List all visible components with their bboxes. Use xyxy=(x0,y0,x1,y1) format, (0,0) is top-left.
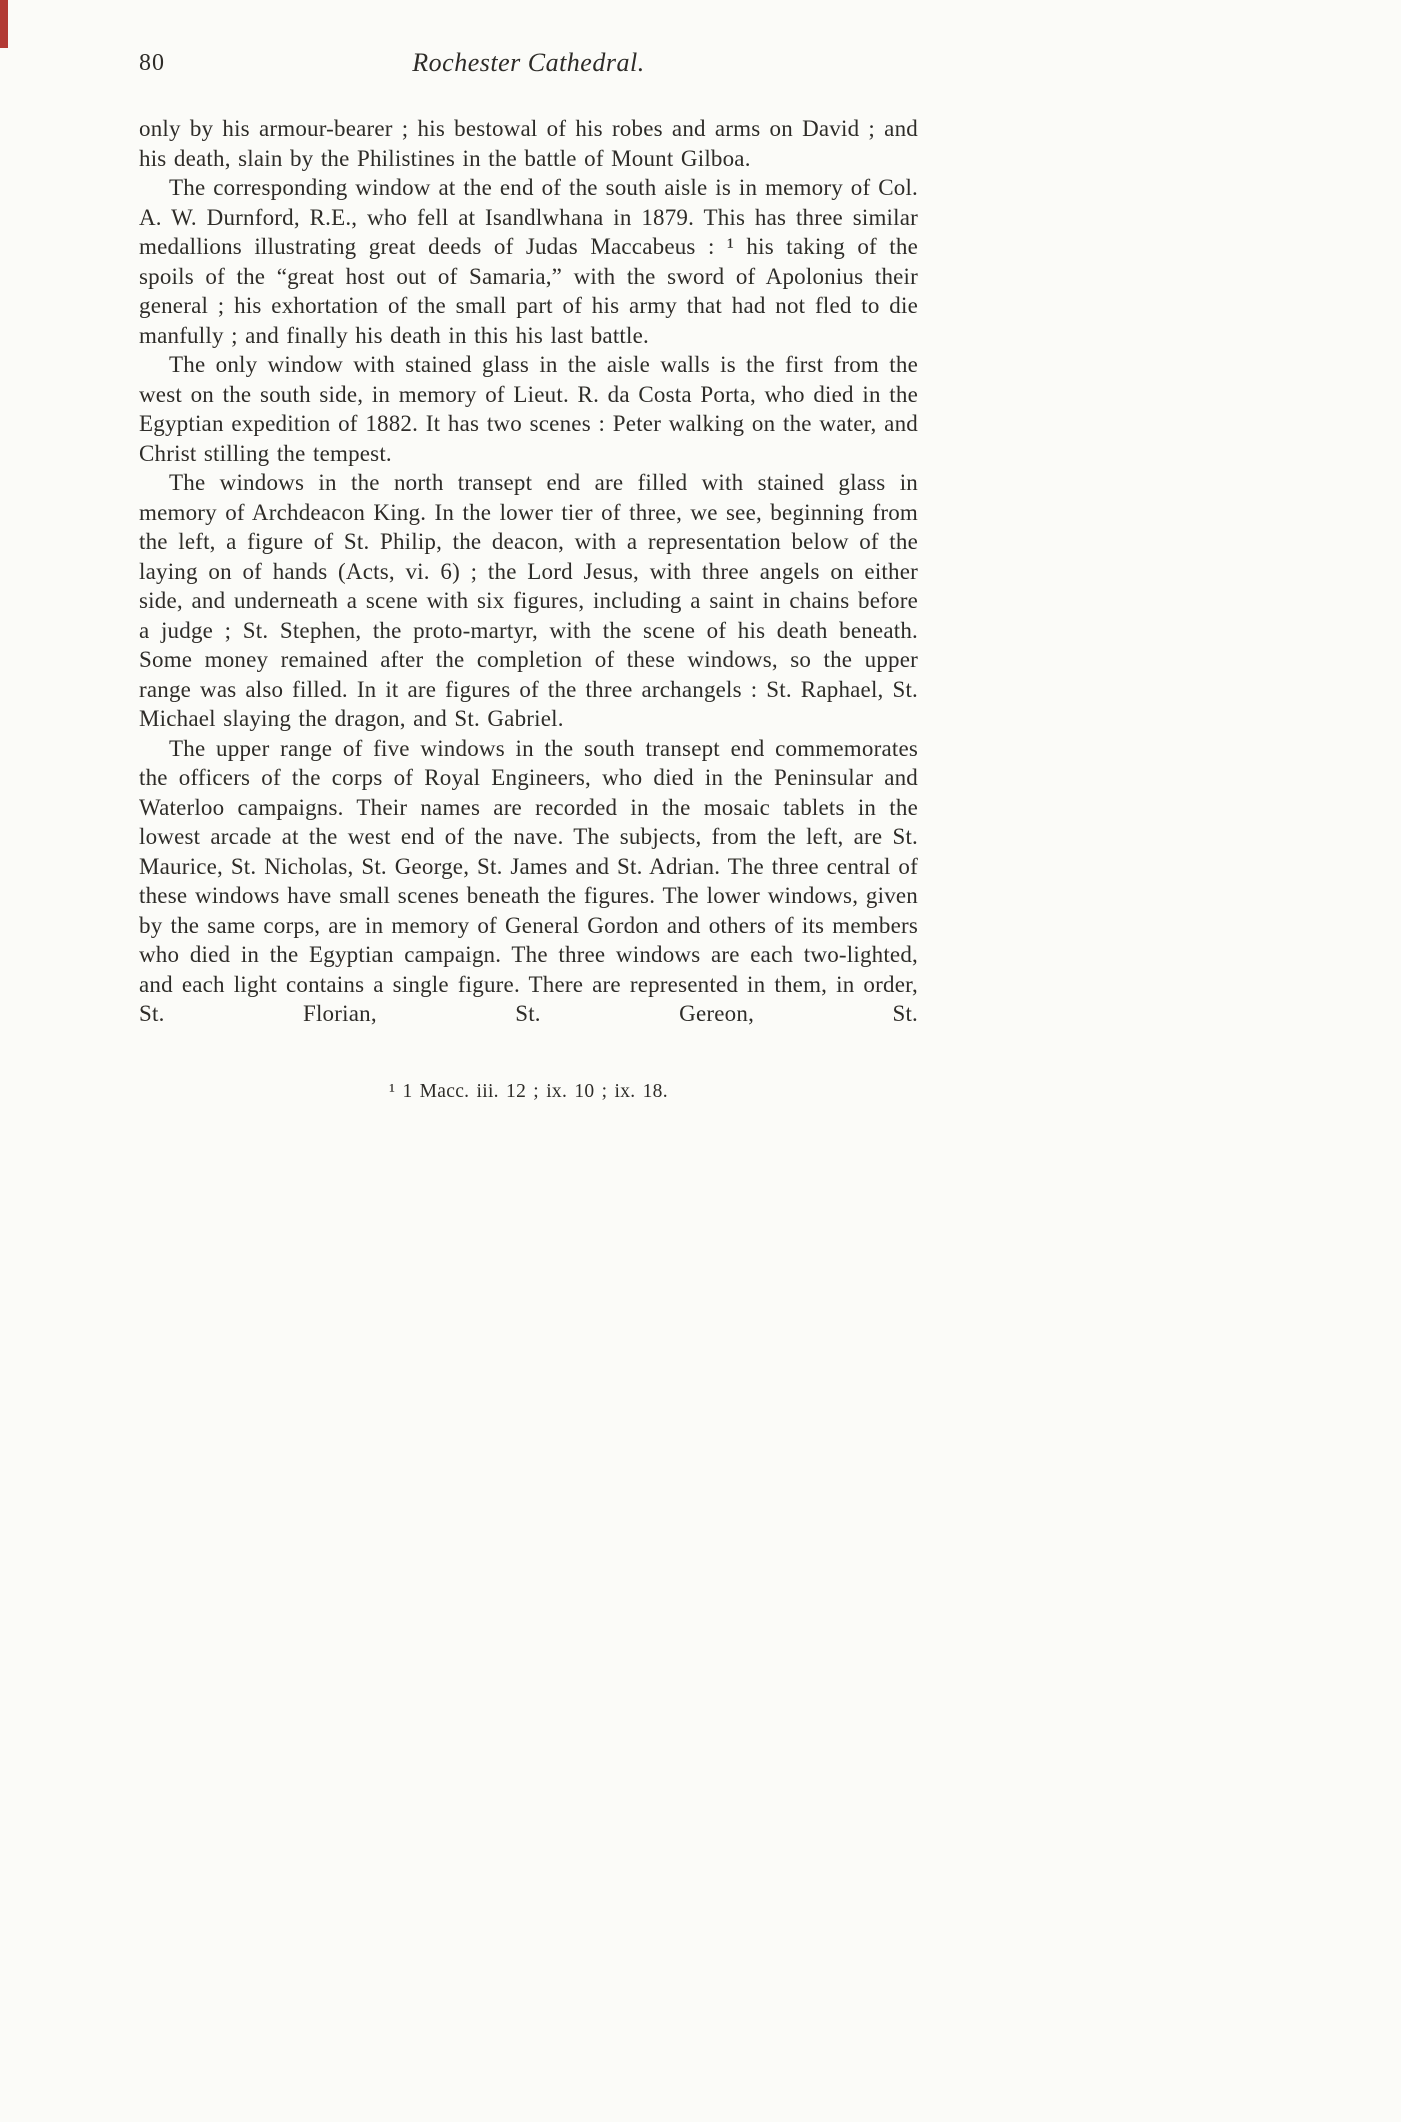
paragraph-4: The windows in the north transept end are filled with stained glass in memory of Archdeacon King. In the lower tier of three, we see, beginning from the left, a figure of St. Philip, the deacon, with a representation below of the laying on of hands (Acts, vi. 6) ; the Lord Jesus, with three angels on either side, and underneath a scene with six figures, including a saint in chains before a judge ; St. Stephen, the proto-martyr, with the scene of his death beneath. Some money remained after the completion of these windows, so the upper range was also filled. In it are figures of the three archangels : St. Raphael, St. Michael slaying the dragon, and St. Gabriel. xyxy=(139,470,918,731)
paragraph-1: only by his armour-bearer ; his bestowal of his robes and arms on David ; and his death, slain by the Philistines in the battle of Mount Gilboa. xyxy=(139,116,918,171)
footnote: ¹ 1 Macc. iii. 12 ; ix. 10 ; ix. 18. xyxy=(389,1080,668,1102)
paragraph-3: The only window with stained glass in the aisle walls is the first from the west on the south side, in memory of Lieut. R. da Costa Porta, who died in the Egyptian expedition of 1882. It has two scenes : Peter walking on the water, and Christ stilling the tempest. xyxy=(139,352,918,466)
scan-edge-artifact xyxy=(0,0,8,48)
paragraph-5: The upper range of five windows in the south transept end commemorates the officers of the corps of Royal Engineers, who died in the Peninsular and Waterloo campaigns. Their names are recorded in the mosaic tablets in the lowest arcade at the west end of the nave. The subjects, from the left, are St. Maurice, St. Nicholas, St. George, St. James and St. Adrian. The three central of these windows have small scenes beneath the figures. The lower windows, given by the same corps, are in memory of General Gordon and others of its members who died in the Egyptian campaign. The three windows are each two-lighted, and each light contains a single figure. There are represented in them, in order, St. Florian, St. Gereon, St. xyxy=(139,735,918,1026)
page-footer xyxy=(139,1081,918,1103)
paragraph-2: The corresponding window at the end of the south aisle is in memory of Col. A. W. Durnford, R.E., who fell at Isandlwhana in 1879. This has three similar medallions illustrating great deeds of Judas Maccabeus : ¹ his taking of the spoils of the “great host out of Samaria,” with the sword of Apolonius their general ; his exhortation of the small part of his army that had not fled to die manfully ; and finally his death in this his last battle. xyxy=(139,175,918,348)
page-header xyxy=(139,48,918,84)
running-title: Rochester Cathedral. xyxy=(412,48,645,77)
book-page xyxy=(139,48,918,1103)
page-number: 80 xyxy=(139,50,165,76)
text-block xyxy=(139,114,918,1029)
